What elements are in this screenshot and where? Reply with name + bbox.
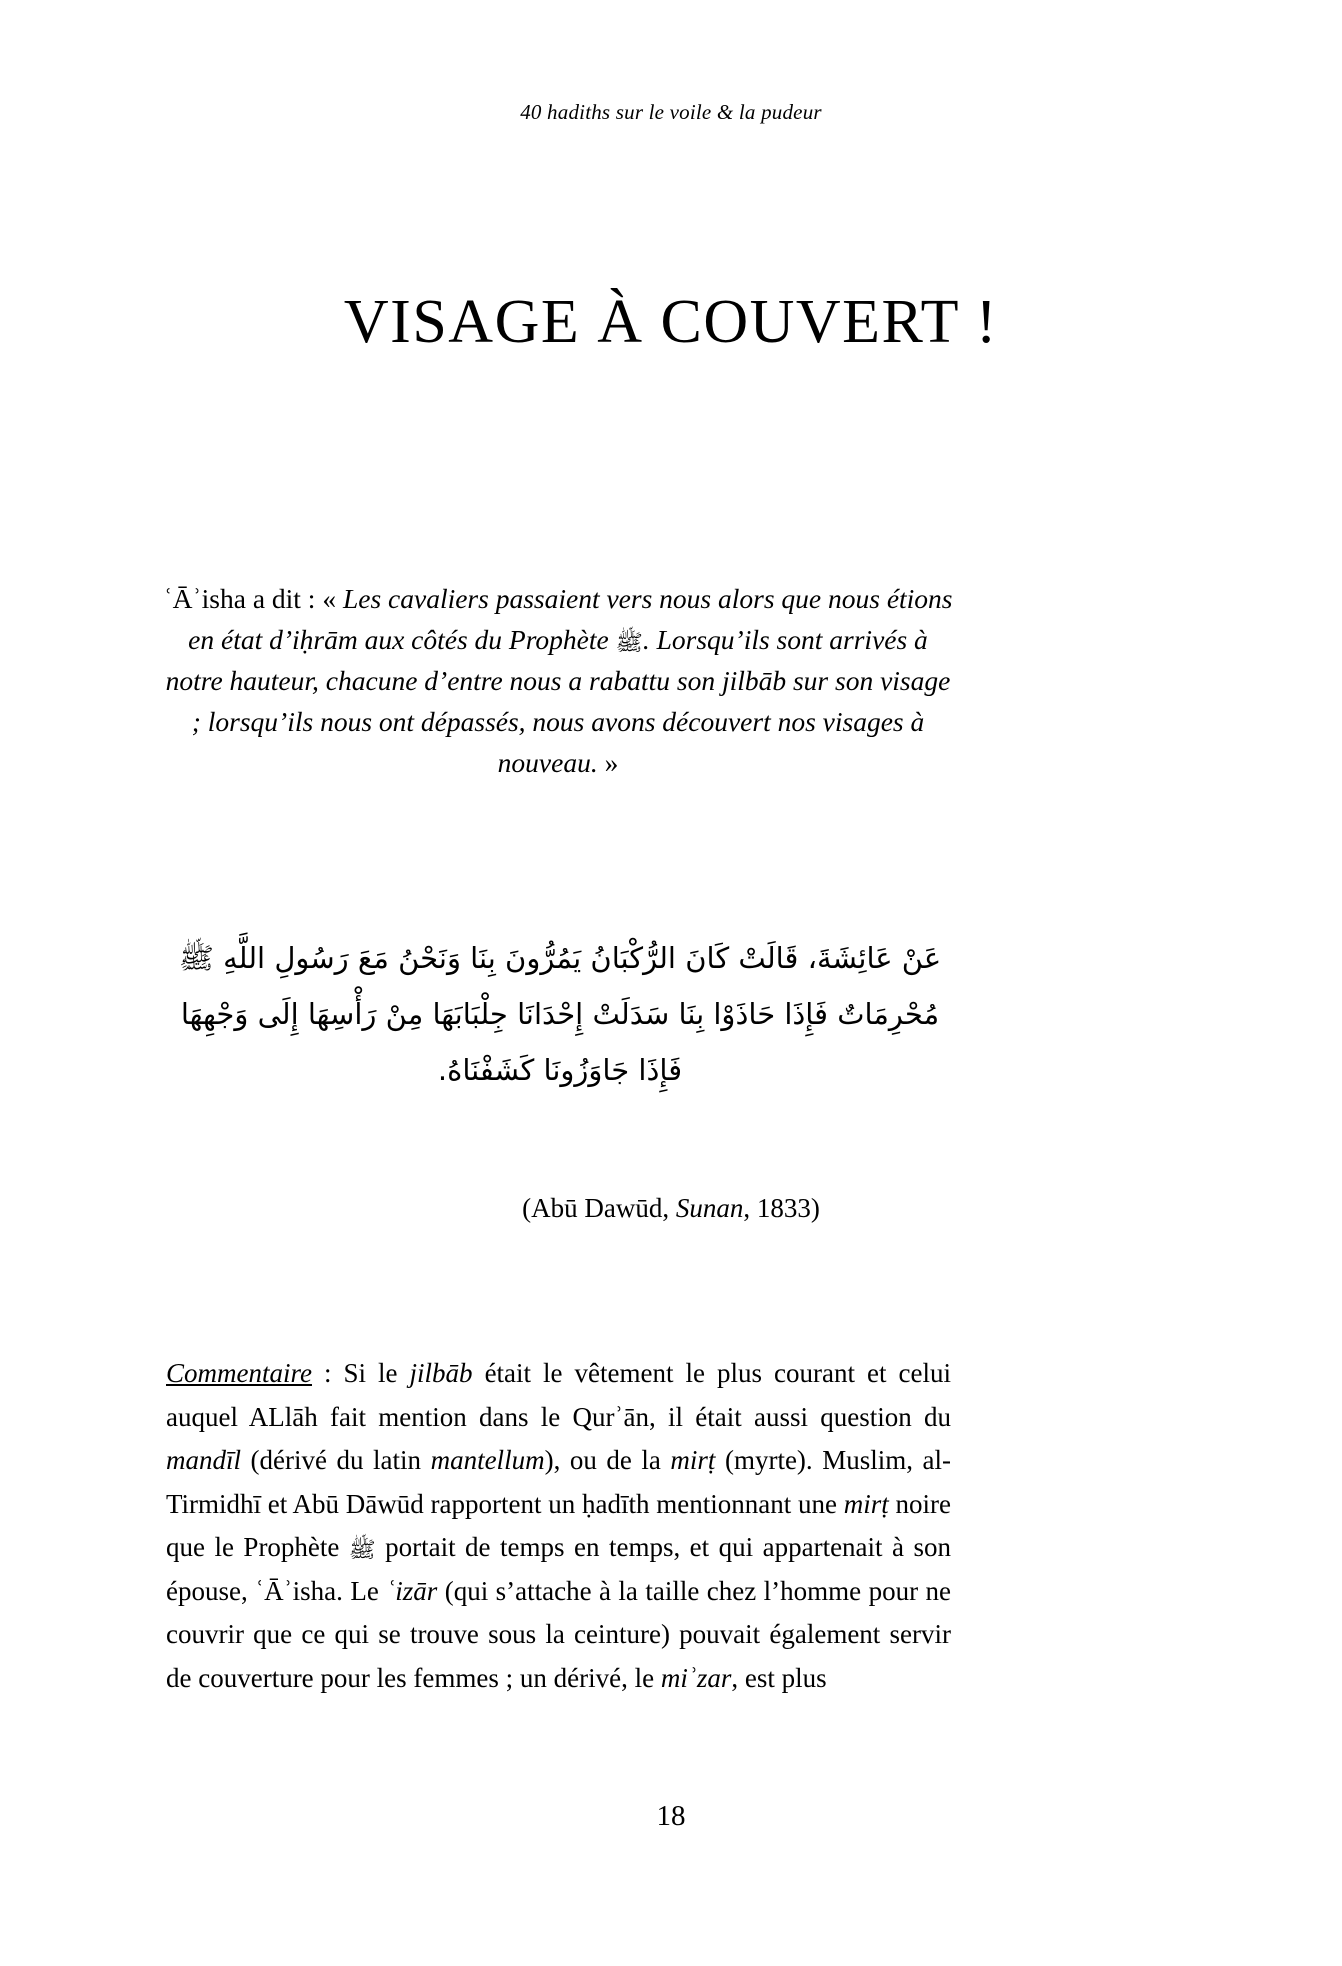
commentary-segment-7: portait de temps en temps, et qui appartenait à son épouse, ʿĀʾisha. Le (166, 1532, 951, 1606)
commentary-separator: : (311, 1358, 344, 1388)
term-izar: ʿizār (386, 1575, 438, 1606)
citation-work-title: Sunan (675, 1193, 744, 1223)
term-mirt-2: mirṭ (843, 1488, 889, 1519)
page-number: 18 (656, 1800, 686, 1832)
commentary-segment-8: (qui s’attache à la taille chez l’homme pour ne couvrir que ce qui se trouve sous la ceinture) pouvait également servir de couverture pour les femmes ; un dérivé, le (166, 1575, 951, 1693)
hadith-quote-part-1: Les cavaliers passaient vers nous alors que nous étions en état d’iḥrām aux côtés du Prophète (188, 583, 953, 655)
commentary-segment-2: était le vêtement le plus courant et celui auquel ALlāh fait mention dans le Qurʾān, il était aussi question du (166, 1358, 951, 1432)
hadith-quote-part-2: . Lorsqu’ils sont arrivés à notre hauteur, chacune d’entre nous a rabattu son jilbāb sur son visage ; lorsqu’ils nous ont dépassés, nous avons découvert nos visages à nouveau. (165, 624, 951, 778)
commentary-segment-5: (myrte). Muslim, al-Tirmidhī et Abū Dāwūd rapportent un ḥadīth mentionnant une (166, 1445, 951, 1519)
source-citation (0, 1193, 1342, 1224)
term-mirt-1: mirṭ (670, 1445, 716, 1475)
commentary-paragraph (166, 1352, 951, 1700)
hadith-closing-quote: » (597, 747, 619, 778)
sallallahu-alayhi-wasallam-icon: ﷺ (348, 1537, 376, 1563)
running-header: 40 hadiths sur le voile & la pudeur (520, 100, 822, 124)
term-jilbab: jilbāb (409, 1358, 473, 1388)
page-title: VISAGE À COUVERT ! (343, 288, 999, 356)
commentary-segment-6: noire que le Prophète (166, 1488, 951, 1562)
commentary-segment-4: ), ou de la (544, 1445, 671, 1475)
term-mandil: mandīl (166, 1445, 242, 1475)
arabic-line-1: عَنْ عَائِشَةَ، قَالَتْ كَانَ الرُّكْبَانُ يَمُرُّونَ بِنَا وَنَحْنُ مَعَ رَسُولِ اللَّهِ ﷺ (178, 941, 942, 975)
commentary-segment-9: , est plus (731, 1662, 827, 1693)
arabic-line-2: مُحْرِمَاتٌ فَإِذَا حَاذَوْا بِنَا سَدَلَتْ إِحْدَانَا جِلْبَابَهَا مِنْ رَأْسِهَا إِلَى وَجْهِهَا (180, 997, 940, 1031)
commentary-segment-3: (dérivé du latin (241, 1445, 431, 1475)
citation-prefix: (Abū Dawūd, (522, 1193, 676, 1223)
hadith-translation-block (163, 578, 953, 783)
arabic-hadith-block (150, 930, 970, 1098)
citation-suffix: , 1833) (743, 1193, 820, 1223)
term-mizar: miʾzar (660, 1662, 732, 1693)
hadith-attribution: ʿĀʾisha a dit : « (163, 583, 343, 614)
commentary-segment-1: Si le (343, 1358, 410, 1388)
commentary-label: Commentaire (166, 1358, 312, 1388)
arabic-line-3: فَإِذَا جَاوَزُونَا كَشَفْنَاهُ. (437, 1053, 683, 1087)
term-mantellum: mantellum (430, 1445, 545, 1475)
sallallahu-alayhi-wasallam-icon: ﷺ (615, 630, 643, 656)
